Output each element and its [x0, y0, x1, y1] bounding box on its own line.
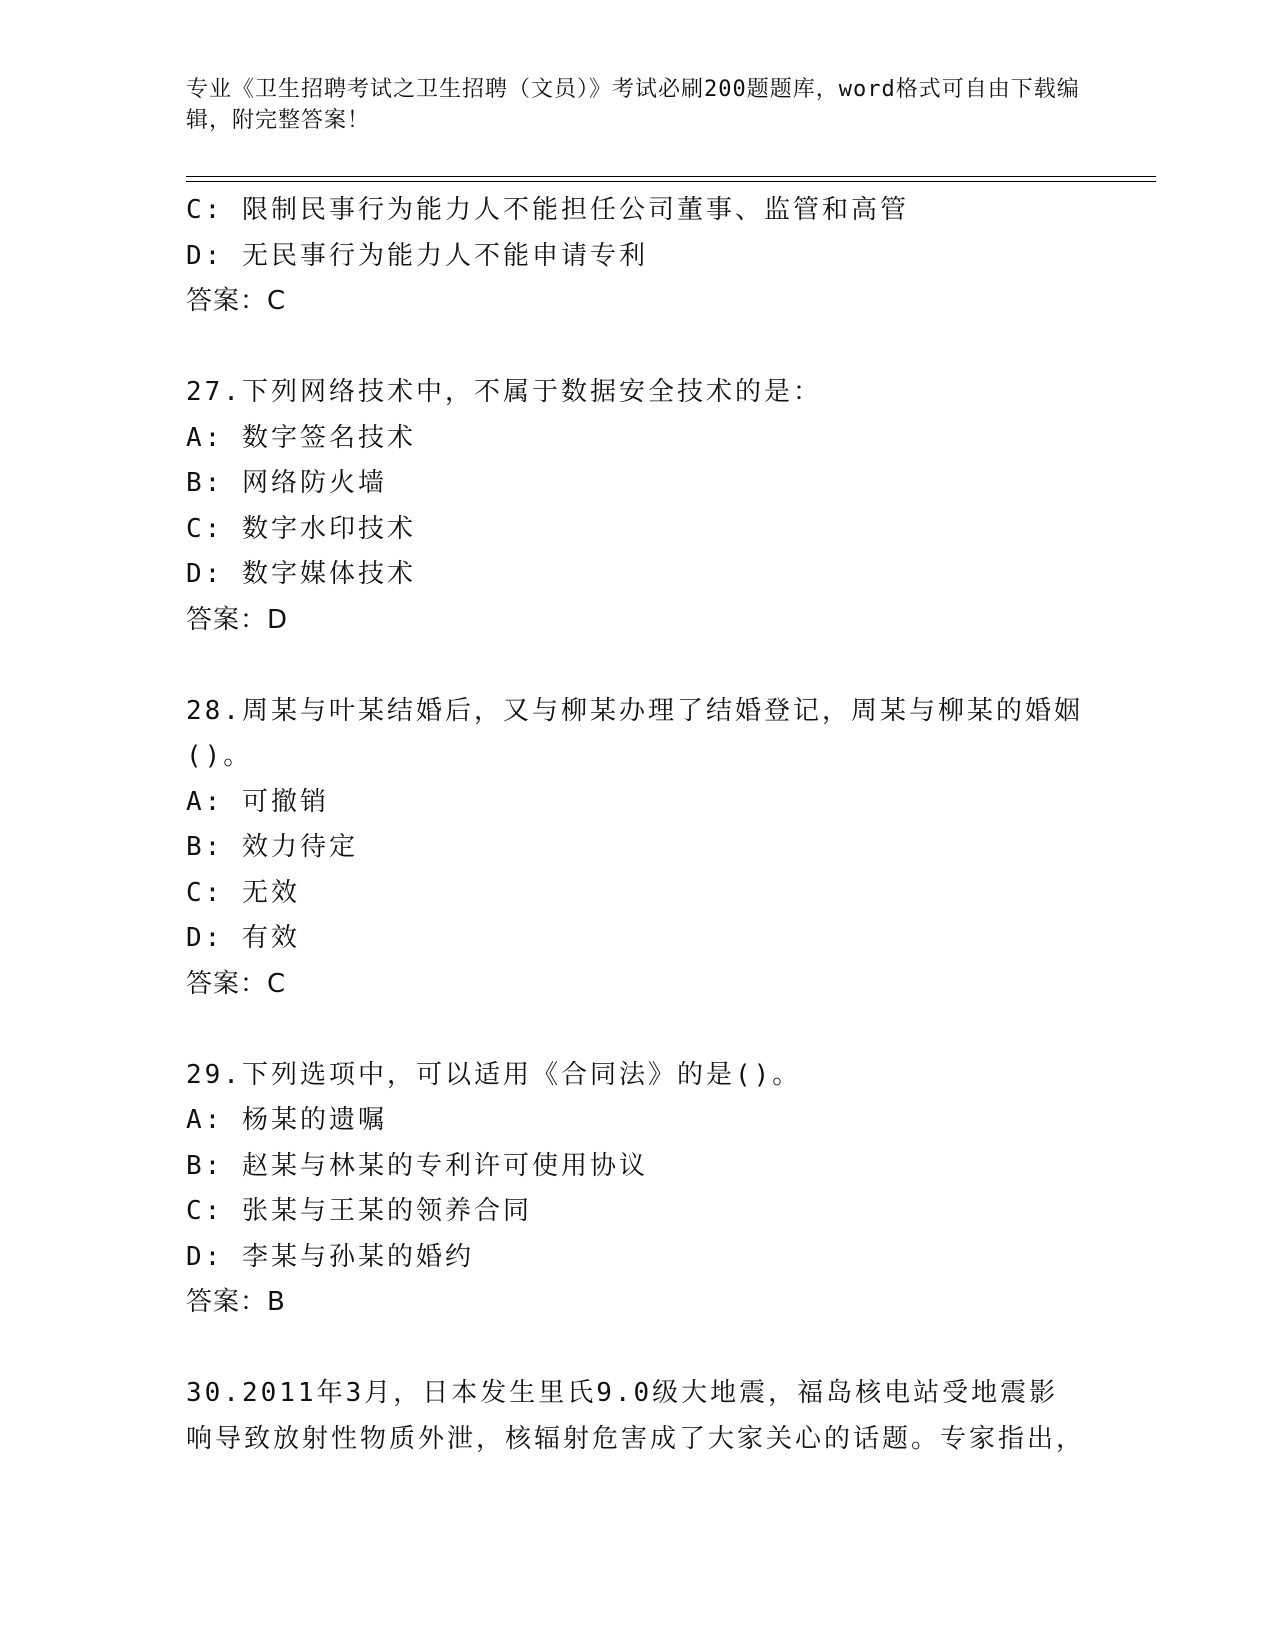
question-block-30 — [186, 1371, 1096, 1462]
option-b: B: 效力待定 — [186, 832, 358, 862]
option-c: C: 张某与王某的领养合同 — [186, 1196, 532, 1226]
option-b: B: 网络防火墙 — [186, 468, 387, 498]
option-d: D: 有效 — [186, 923, 300, 953]
option-d: D: 数字媒体技术 — [186, 559, 416, 589]
answer-line: 答案：C — [186, 286, 287, 316]
question-stem: 28.周某与叶某结婚后，又与柳某办理了结婚登记，周某与柳某的婚姻()。 — [186, 695, 1083, 771]
answer-line: 答案：D — [186, 604, 289, 635]
option-a: A: 杨某的遗嘱 — [186, 1105, 387, 1135]
question-stem: 27.下列网络技术中，不属于数据安全技术的是： — [186, 377, 822, 407]
spacer — [186, 1326, 1096, 1372]
header-rule-top — [186, 176, 1156, 177]
answer-line: 答案：B — [186, 1287, 286, 1317]
question-stem: 30.2011年3月，日本发生里氏9.0级大地震，福岛核电站受地震影响导致放射性物质外泄，核辐射危害成了大家关心的话题。专家指出， — [186, 1378, 1086, 1454]
spacer — [186, 325, 1096, 371]
spacer — [186, 643, 1096, 689]
answer-line: 答案：C — [186, 968, 287, 999]
question-block-27 — [186, 370, 1096, 643]
option-c: C: 无效 — [186, 877, 300, 908]
document-header: 专业《卫生招聘考试之卫生招聘（文员）》考试必刷200题题库，word格式可自由下载编辑，附完整答案！ — [186, 77, 1080, 133]
question-block-29 — [186, 1053, 1096, 1326]
option-a: A: 数字签名技术 — [186, 422, 416, 453]
question-block-28 — [186, 689, 1096, 1008]
option-a: A: 可撤销 — [186, 786, 329, 817]
option-b: B: 赵某与林某的专利许可使用协议 — [186, 1150, 648, 1181]
option-c: C: 限制民事行为能力人不能担任公司董事、监管和高管 — [186, 195, 909, 225]
header-rule-bottom — [186, 181, 1156, 182]
option-c: C: 数字水印技术 — [186, 513, 416, 544]
question-block-26 — [186, 188, 1096, 325]
question-list — [186, 188, 1096, 1462]
option-d: D: 无民事行为能力人不能申请专利 — [186, 240, 648, 271]
spacer — [186, 1007, 1096, 1053]
option-d: D: 李某与孙某的婚约 — [186, 1241, 474, 1272]
question-stem: 29.下列选项中，可以适用《合同法》的是()。 — [186, 1059, 802, 1090]
